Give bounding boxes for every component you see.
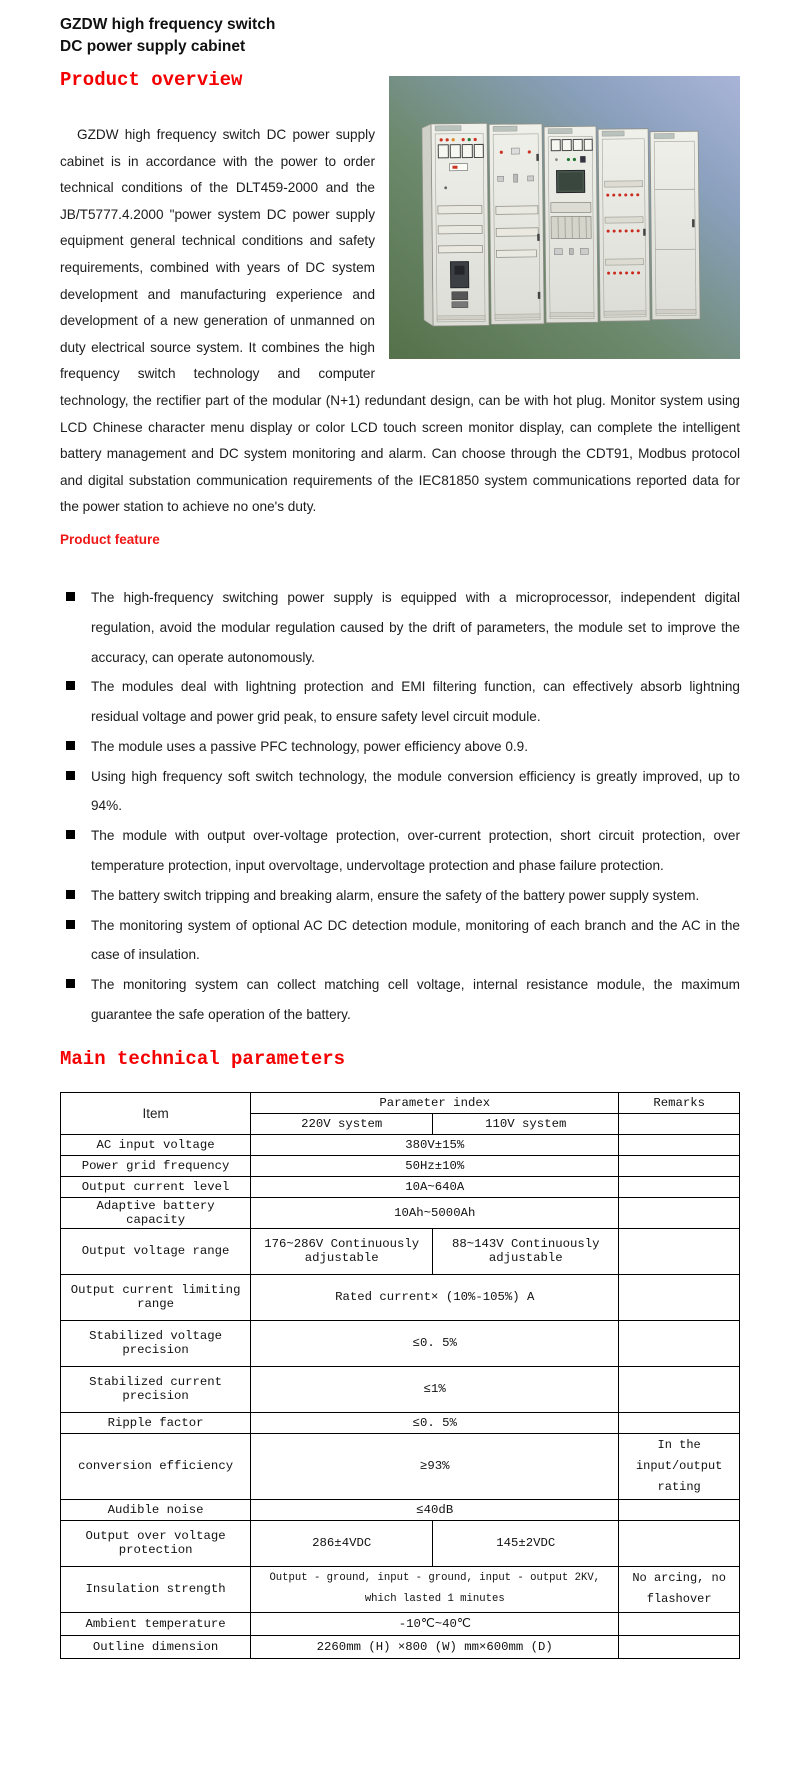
overview-paragraph: GZDW high frequency switch DC power supply cabinet is in accordance with the power to order technical conditions of the DLT459-2000 and the JB/T5777.4.2000 "power system DC power supply equipment general technical conditions and safety requirements, combined with years of DC system development and manufacturing experience and development of a new generation of unmanned on duty electrical source system. It combines the high frequency switch technology and computer technology, the rectifier part of the modular (N+1) redundant design, can be with hot plug. Monitor system using LCD Chinese character menu display or color LCD touch screen monitor display, can complete the intelligent battery management and DC system monitoring and alarm. Can choose through the CDT91, Modbus protocol and digital substation communication requirements of the IEC81850 system communications reported data for the power station to achieve no one's duty. [60, 127, 740, 515]
param-remarks [619, 1320, 740, 1366]
param-label: Power grid frequency [61, 1155, 251, 1176]
param-remarks [619, 1520, 740, 1566]
param-remarks [619, 1612, 740, 1635]
feature-text: The battery switch tripping and breaking alarm, ensure the safety of the battery power supply system. [91, 887, 700, 903]
bullet-square-icon [66, 979, 75, 988]
table-row [61, 1134, 740, 1155]
param-label: Output current level [61, 1176, 251, 1197]
bullet-square-icon [66, 771, 75, 780]
feature-item [60, 821, 740, 881]
param-value-220: 176~286V Continuously adjustable [251, 1228, 433, 1274]
table-row [61, 1635, 740, 1658]
table-header-row [61, 1092, 740, 1113]
feature-text: The module uses a passive PFC technology, power efficiency above 0.9. [91, 738, 529, 754]
param-label: Audible noise [61, 1499, 251, 1520]
param-remarks [619, 1274, 740, 1320]
param-label: Output voltage range [61, 1228, 251, 1274]
param-remarks [619, 1197, 740, 1228]
feature-text: The monitoring system of optional AC DC detection module, monitoring of each branch and the AC in the case of insulation. [91, 917, 740, 963]
page-title-line1: GZDW high frequency switch [60, 16, 276, 33]
table-row [61, 1176, 740, 1197]
table-row [61, 1412, 740, 1433]
param-label: conversion efficiency [61, 1433, 251, 1499]
param-remarks [619, 1366, 740, 1412]
param-remarks [619, 1228, 740, 1274]
param-value: Output - ground, input - ground, input - output 2KV, which lasted 1 minutes [251, 1566, 619, 1612]
param-remarks [619, 1155, 740, 1176]
param-label: Output over voltage protection [61, 1520, 251, 1566]
table-row [61, 1155, 740, 1176]
feature-item [60, 911, 740, 971]
param-value: ≤1% [251, 1366, 619, 1412]
table-row [61, 1274, 740, 1320]
param-value: ≤0. 5% [251, 1412, 619, 1433]
bullet-square-icon [66, 592, 75, 601]
param-label: Output current limiting range [61, 1274, 251, 1320]
header-parameter-index: Parameter index [251, 1092, 619, 1113]
param-remarks: No arcing, no flashover [619, 1566, 740, 1612]
header-110v-system: 110V system [433, 1113, 619, 1134]
param-value-110: 88~143V Continuously adjustable [433, 1228, 619, 1274]
header-remarks: Remarks [619, 1092, 740, 1113]
bullet-square-icon [66, 681, 75, 690]
param-value: -10℃~40℃ [251, 1612, 619, 1635]
param-value: 10A~640A [251, 1176, 619, 1197]
feature-item [60, 762, 740, 822]
page-title [60, 14, 740, 58]
param-label: Stabilized current precision [61, 1366, 251, 1412]
feature-text: The modules deal with lightning protection and EMI filtering function, can effectively absorb lightning residual voltage and power grid peak, to ensure safety level circuit module. [91, 679, 740, 725]
feature-item [60, 732, 740, 762]
bullet-square-icon [66, 830, 75, 839]
feature-text: Using high frequency soft switch technology, the module conversion efficiency is greatly improved, up to 94%. [91, 768, 740, 814]
param-label: Stabilized voltage precision [61, 1320, 251, 1366]
param-remarks [619, 1635, 740, 1658]
table-row [61, 1499, 740, 1520]
feature-list [60, 583, 740, 1030]
param-remarks [619, 1134, 740, 1155]
parameters-heading: Main technical parameters [60, 1047, 346, 1070]
feature-text: The high-frequency switching power supply is equipped with a microprocessor, independent digital regulation, avoid the modular regulation caused by the drift of parameters, the module set to improve the accuracy, can operate autonomously. [91, 589, 740, 665]
param-remarks [619, 1499, 740, 1520]
table-row [61, 1320, 740, 1366]
feature-text: The monitoring system can collect matching cell voltage, internal resistance module, the maximum guarantee the safe operation of the battery. [91, 977, 740, 1023]
param-remarks [619, 1176, 740, 1197]
param-value: 50Hz±10% [251, 1155, 619, 1176]
param-label: Insulation strength [61, 1566, 251, 1612]
page-title-line2: DC power supply cabinet [60, 38, 246, 55]
table-row [61, 1520, 740, 1566]
product-photo [375, 76, 740, 362]
param-remarks [619, 1412, 740, 1433]
param-label: Ripple factor [61, 1412, 251, 1433]
feature-item [60, 672, 740, 732]
param-value: ≤40dB [251, 1499, 619, 1520]
param-value: 10Ah~5000Ah [251, 1197, 619, 1228]
feature-heading: Product feature [60, 531, 160, 547]
param-value: ≤0. 5% [251, 1320, 619, 1366]
param-label: AC input voltage [61, 1134, 251, 1155]
feature-text: The module with output over-voltage protection, over-current protection, short circuit protection, over temperature protection, input overvoltage, undervoltage protection and phase failure protection. [91, 828, 740, 874]
feature-item [60, 583, 740, 672]
bullet-square-icon [66, 890, 75, 899]
param-label: Adaptive battery capacity [61, 1197, 251, 1228]
table-row [61, 1228, 740, 1274]
param-value: 2260mm (H) ×800 (W) mm×600mm (D) [251, 1635, 619, 1658]
parameters-table [60, 1092, 740, 1659]
param-value: 380V±15% [251, 1134, 619, 1155]
param-label: Outline dimension [61, 1635, 251, 1658]
overview-heading: Product overview [60, 69, 243, 91]
param-value-110: 145±2VDC [433, 1520, 619, 1566]
table-row [61, 1433, 740, 1499]
bullet-square-icon [66, 741, 75, 750]
table-row [61, 1566, 740, 1612]
param-value: Rated current× (10%-105%) A [251, 1274, 619, 1320]
table-row [61, 1197, 740, 1228]
overview-section [60, 68, 740, 550]
param-value: ≥93% [251, 1433, 619, 1499]
param-remarks: In the input/output rating [619, 1433, 740, 1499]
feature-item [60, 970, 740, 1030]
param-value-220: 286±4VDC [251, 1520, 433, 1566]
bullet-square-icon [66, 920, 75, 929]
param-label: Ambient temperature [61, 1612, 251, 1635]
table-row [61, 1366, 740, 1412]
feature-item [60, 881, 740, 911]
product-photo-illustration [389, 76, 740, 359]
header-220v-system: 220V system [251, 1113, 433, 1134]
header-remarks-empty [619, 1113, 740, 1134]
header-item: Item [61, 1092, 251, 1134]
table-row [61, 1612, 740, 1635]
